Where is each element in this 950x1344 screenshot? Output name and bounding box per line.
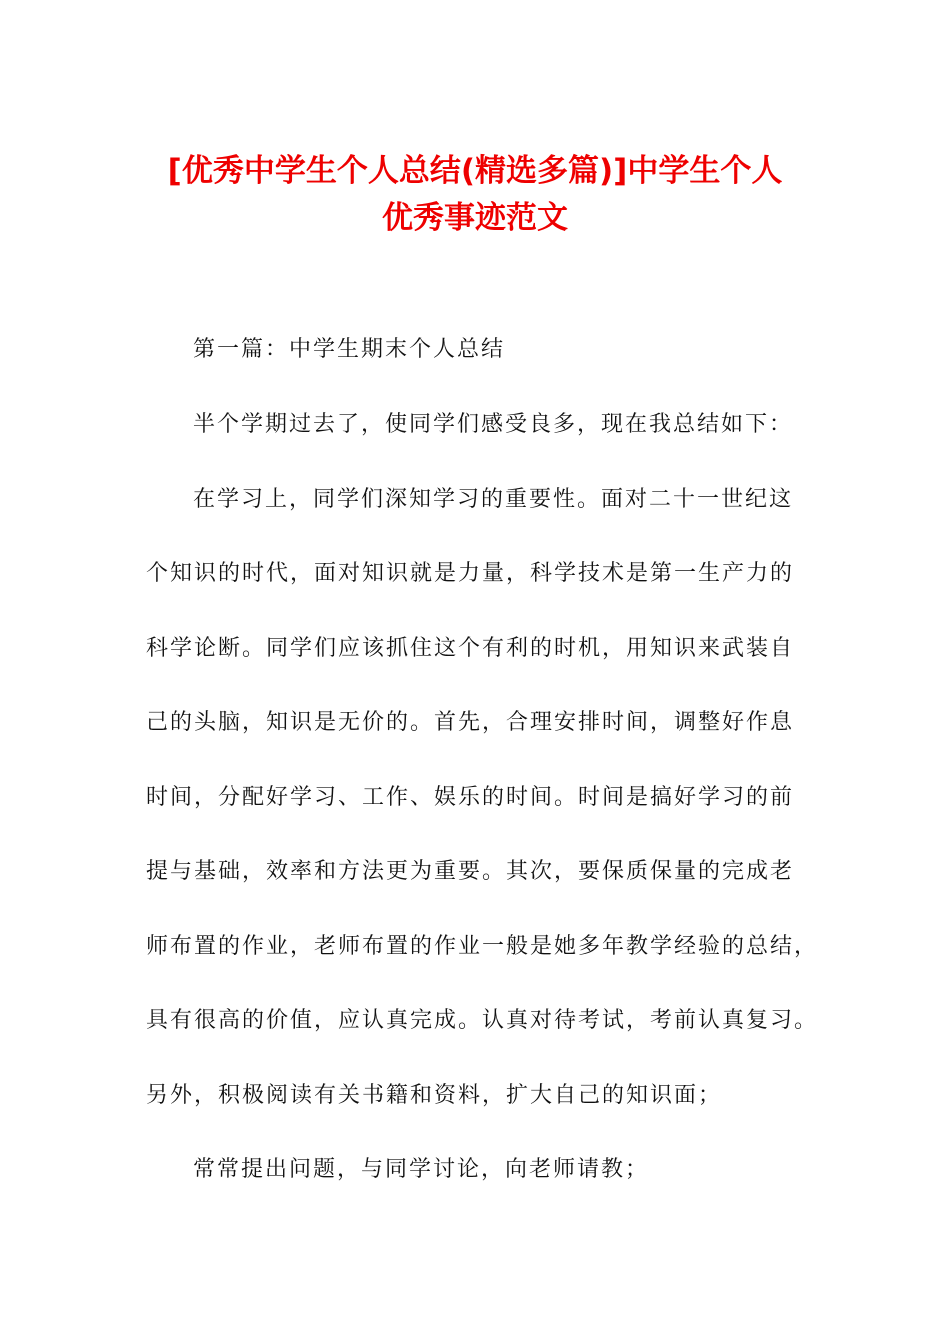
- paragraph-line: 另外，积极阅读有关书籍和资料，扩大自己的知识面；: [146, 1083, 723, 1108]
- paragraph-line: 常常提出问题，与同学讨论，向老师请教；: [193, 1157, 650, 1182]
- paragraph-line: 半个学期过去了，使同学们感受良多，现在我总结如下：: [193, 412, 794, 437]
- document-title-line-1: [优秀中学生个人总结(精选多篇)]中学生个人: [167, 153, 783, 189]
- paragraph-line: 师布置的作业，老师布置的作业一般是她多年教学经验的总结，: [146, 934, 819, 959]
- paragraph-line: 科学论断。同学们应该抓住这个有利的时机，用知识来武装自: [146, 636, 795, 661]
- paragraph-line: 在学习上，同学们深知学习的重要性。面对二十一世纪这: [193, 487, 794, 512]
- paragraph-line: 时间，分配好学习、工作、娱乐的时间。时间是搞好学习的前: [146, 785, 795, 810]
- paragraph-line: 己的头脑，知识是无价的。首先，合理安排时间，调整好作息: [146, 710, 795, 735]
- paragraph-line: 个知识的时代，面对知识就是力量，科学技术是第一生产力的: [146, 561, 795, 586]
- paragraph-line: 具有很高的价值，应认真完成。认真对待考试，考前认真复习。: [146, 1008, 819, 1033]
- document-title-line-2: 优秀事迹范文: [382, 200, 568, 236]
- paragraph-line: 提与基础，效率和方法更为重要。其次，要保质保量的完成老: [146, 859, 795, 884]
- section-heading: 第一篇：中学生期末个人总结: [193, 337, 506, 362]
